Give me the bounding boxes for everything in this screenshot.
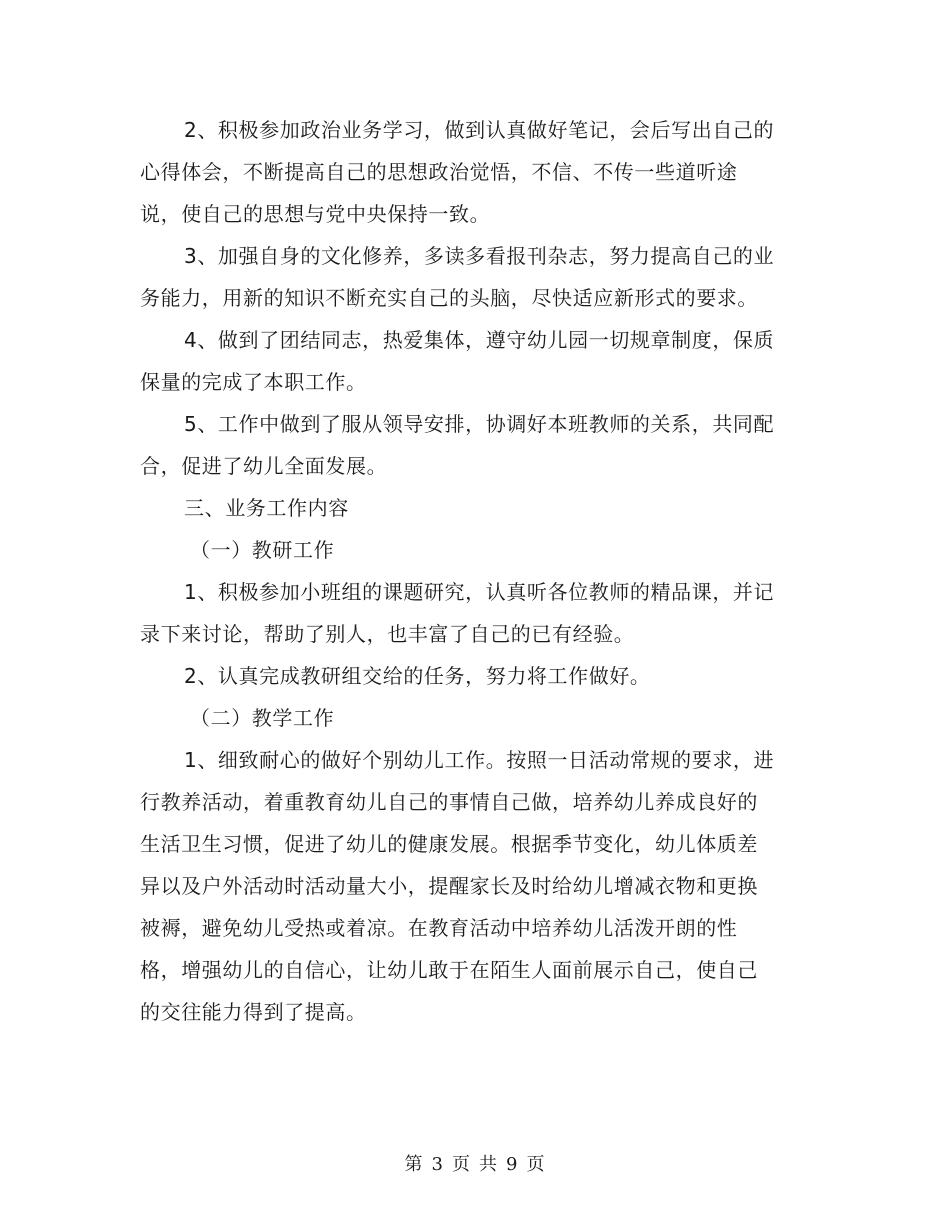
text-line: 2、认真完成教研组交给的任务，努力将工作做好。 xyxy=(184,664,651,688)
text-line: 行教养活动，着重教育幼儿自己的事情自己做，培养幼儿养成良好的 xyxy=(140,790,758,814)
text-line: 2、积极参加政治业务学习，做到认真做好笔记，会后写出自己的 xyxy=(184,118,775,142)
text-line: 被褥，避免幼儿受热或着凉。在教育活动中培养幼儿活泼开朗的性 xyxy=(140,916,738,940)
text-line: 4、做到了团结同志，热爱集体，遵守幼儿园一切规章制度，保质 xyxy=(184,328,775,352)
text-line: 生活卫生习惯，促进了幼儿的健康发展。根据季节变化，幼儿体质差 xyxy=(140,832,758,856)
text-line: 录下来讨论，帮助了别人，也丰富了自己的已有经验。 xyxy=(140,622,635,646)
footer-total-pages: 9 xyxy=(506,1154,519,1175)
text-line: 合，促进了幼儿全面发展。 xyxy=(140,454,388,478)
document-body xyxy=(140,109,775,1033)
text-line: 5、工作中做到了服从领导安排，协调好本班教师的关系，共同配 xyxy=(184,412,775,436)
text-line: 3、加强自身的文化修养，多读多看报刊杂志，努力提高自己的业 xyxy=(184,244,775,268)
text-line: 心得体会，不断提高自己的思想政治觉悟，不信、不传一些道听途 xyxy=(140,160,738,184)
text-line: 保量的完成了本职工作。 xyxy=(140,370,367,394)
text-line: 1、细致耐心的做好个别幼儿工作。按照一日活动常规的要求，进 xyxy=(184,748,775,772)
text-line: 异以及户外活动时活动量大小，提醒家长及时给幼儿增减衣物和更换 xyxy=(140,874,758,898)
text-line: 的交往能力得到了提高。 xyxy=(140,1000,367,1024)
page-footer xyxy=(0,1150,950,1176)
text-line: 格，增强幼儿的自信心，让幼儿敢于在陌生人面前展示自己，使自己 xyxy=(140,958,758,982)
footer-current-page: 3 xyxy=(431,1154,444,1175)
footer-suffix: 页 xyxy=(526,1154,546,1175)
footer-page-word: 页 xyxy=(452,1154,471,1175)
footer-total-word: 共 xyxy=(479,1154,498,1175)
footer-prefix: 第 xyxy=(404,1154,424,1175)
text-line: （一）教研工作 xyxy=(190,538,335,562)
text-line: 1、积极参加小班组的课题研究，认真听各位教师的精品课，并记 xyxy=(184,580,775,604)
text-line: 说，使自己的思想与党中央保持一致。 xyxy=(140,202,491,226)
text-line: （二）教学工作 xyxy=(190,706,335,730)
text-line: 务能力，用新的知识不断充实自己的头脑，尽快适应新形式的要求。 xyxy=(140,286,758,310)
text-line: 三、业务工作内容 xyxy=(184,496,349,520)
